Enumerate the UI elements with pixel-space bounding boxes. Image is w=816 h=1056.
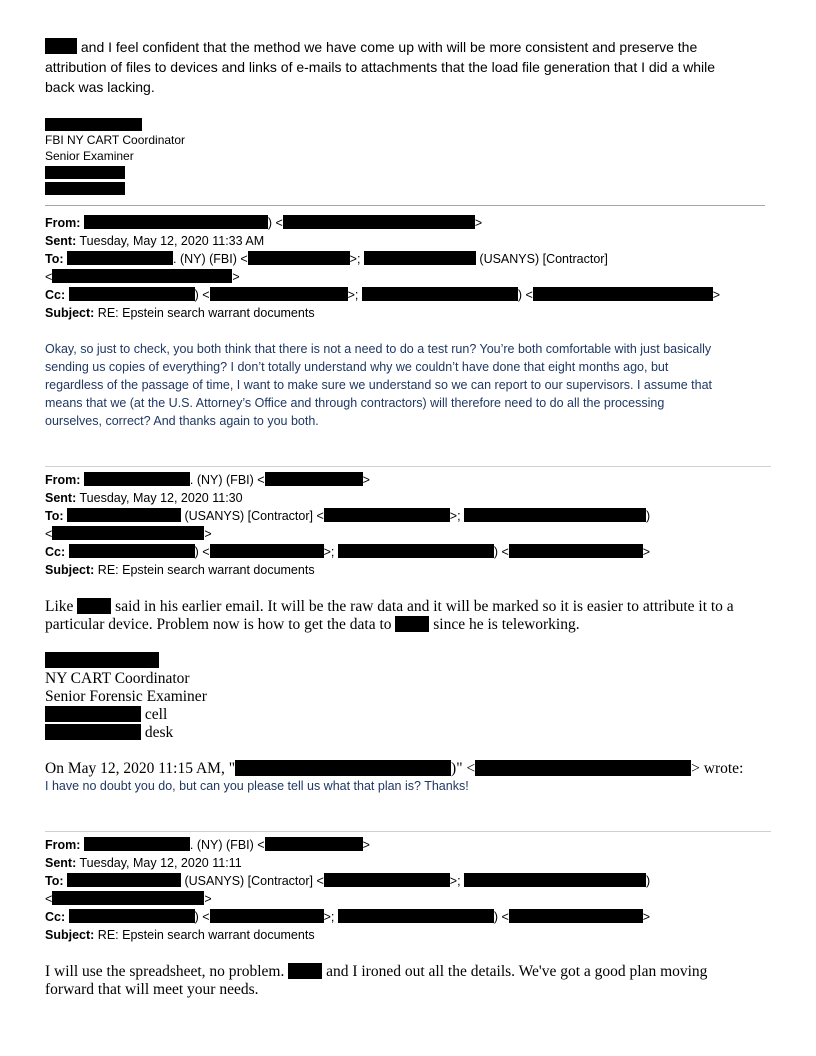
redaction bbox=[210, 909, 324, 923]
redaction bbox=[69, 909, 195, 923]
email2-subject: Subject: RE: Epstein search warrant documents bbox=[45, 563, 315, 577]
redaction bbox=[533, 287, 713, 301]
signature-role: Senior Forensic Examiner bbox=[45, 688, 207, 705]
signature-phone-redaction bbox=[45, 166, 125, 179]
email1-body-line: regardless of the passage of time, I want to make sure we understand so we can report to our supervisors. I assume that bbox=[45, 378, 713, 392]
email2-from: From: . (NY) (FBI) < > bbox=[45, 473, 370, 487]
email1-sent: Sent: Tuesday, May 12, 2020 11:33 AM bbox=[45, 234, 265, 248]
email1-body-line: Okay, so just to check, you both think that there is not a need to do a test run? You’re both comfortable with just basically bbox=[45, 342, 712, 356]
signature-desk: desk bbox=[45, 724, 173, 742]
redaction bbox=[67, 251, 173, 265]
email1-to-cont: < > bbox=[45, 270, 240, 284]
redaction bbox=[338, 909, 494, 923]
email1-from: From: ) < > bbox=[45, 216, 483, 230]
redaction bbox=[210, 287, 348, 301]
email2-body-line-1: Like said in his earlier email. It will be the raw data and it will be marked so it is easier to attribute it to a bbox=[45, 598, 734, 615]
redaction bbox=[52, 891, 204, 905]
intro-line-3: back was lacking. bbox=[45, 79, 155, 95]
signature-title: FBI NY CART Coordinator bbox=[45, 133, 186, 147]
redaction bbox=[45, 706, 141, 722]
signature-name-redaction bbox=[45, 652, 159, 668]
redaction bbox=[509, 544, 643, 558]
signature-role: Senior Examiner bbox=[45, 149, 134, 163]
email1-body-line: ourselves, correct? And thanks again to you both. bbox=[45, 414, 319, 428]
redaction bbox=[69, 287, 195, 301]
redaction bbox=[84, 472, 190, 486]
redaction bbox=[84, 215, 268, 229]
redaction bbox=[210, 544, 324, 558]
redaction bbox=[45, 38, 77, 54]
signature-name-redaction bbox=[45, 118, 142, 131]
redaction bbox=[45, 724, 141, 740]
redaction bbox=[475, 760, 691, 776]
email3-to-cont: < > bbox=[45, 892, 212, 906]
email3-body-line-1: I will use the spreadsheet, no problem. and I ironed out all the details. We've got a good plan moving bbox=[45, 963, 708, 980]
redaction bbox=[235, 760, 451, 776]
redaction bbox=[52, 269, 232, 283]
separator bbox=[45, 831, 771, 832]
redaction bbox=[362, 287, 518, 301]
redaction bbox=[265, 472, 363, 486]
signature-title: NY CART Coordinator bbox=[45, 670, 190, 687]
email1-cc: Cc: ) < >; ) < > bbox=[45, 288, 721, 302]
email3-to: To: (USANYS) [Contractor] < >; ) bbox=[45, 874, 651, 888]
redaction bbox=[77, 598, 111, 614]
quote-body: I have no doubt you do, but can you please tell us what that plan is? Thanks! bbox=[45, 779, 469, 793]
email3-sent: Sent: Tuesday, May 12, 2020 11:11 bbox=[45, 856, 242, 870]
redaction bbox=[338, 544, 494, 558]
redaction bbox=[509, 909, 643, 923]
email2-body-line-2: particular device. Problem now is how to get the data to since he is teleworking. bbox=[45, 616, 580, 633]
redaction bbox=[52, 526, 204, 540]
redaction bbox=[464, 873, 646, 887]
email2-cc: Cc: ) < >; ) < > bbox=[45, 545, 651, 559]
redaction bbox=[67, 873, 181, 887]
email3-from: From: . (NY) (FBI) < > bbox=[45, 838, 370, 852]
separator bbox=[45, 205, 765, 206]
email2-to: To: (USANYS) [Contractor] < >; ) bbox=[45, 509, 651, 523]
redaction bbox=[395, 616, 429, 632]
email2-to-cont: < > bbox=[45, 527, 212, 541]
redaction bbox=[288, 963, 322, 979]
redaction bbox=[248, 251, 350, 265]
email3-body-line-2: forward that will meet your needs. bbox=[45, 981, 259, 998]
intro-line-2: attribution of files to devices and links of e-mails to attachments that the load file generation that I did a while bbox=[45, 59, 716, 75]
redaction bbox=[84, 837, 190, 851]
redaction bbox=[364, 251, 476, 265]
redaction bbox=[324, 873, 450, 887]
signature-phone-redaction bbox=[45, 182, 125, 195]
email1-body-line: means that we (at the U.S. Attorney’s Office and through contractors) will therefore need to do all the processing bbox=[45, 396, 665, 410]
email2-sent: Sent: Tuesday, May 12, 2020 11:30 bbox=[45, 491, 243, 505]
redaction bbox=[464, 508, 646, 522]
redaction bbox=[283, 215, 475, 229]
email3-cc: Cc: ) < >; ) < > bbox=[45, 910, 651, 924]
intro-line-1: and I feel confident that the method we have come up with will be more consistent and preserve the bbox=[45, 37, 697, 57]
redaction bbox=[324, 508, 450, 522]
redaction bbox=[69, 544, 195, 558]
separator bbox=[45, 466, 771, 467]
email1-subject: Subject: RE: Epstein search warrant documents bbox=[45, 306, 315, 320]
email1-to: To: . (NY) (FBI) < >; (USANYS) [Contractor] bbox=[45, 252, 608, 266]
email1-body-line: sending us copies of everything? I don’t totally understand why we couldn’t have done that eight months ago, but bbox=[45, 360, 669, 374]
quote-attribution: On May 12, 2020 11:15 AM, " )" < > wrote: bbox=[45, 760, 744, 777]
redaction bbox=[67, 508, 181, 522]
email3-subject: Subject: RE: Epstein search warrant documents bbox=[45, 928, 315, 942]
redaction bbox=[265, 837, 363, 851]
signature-cell: cell bbox=[45, 706, 167, 724]
